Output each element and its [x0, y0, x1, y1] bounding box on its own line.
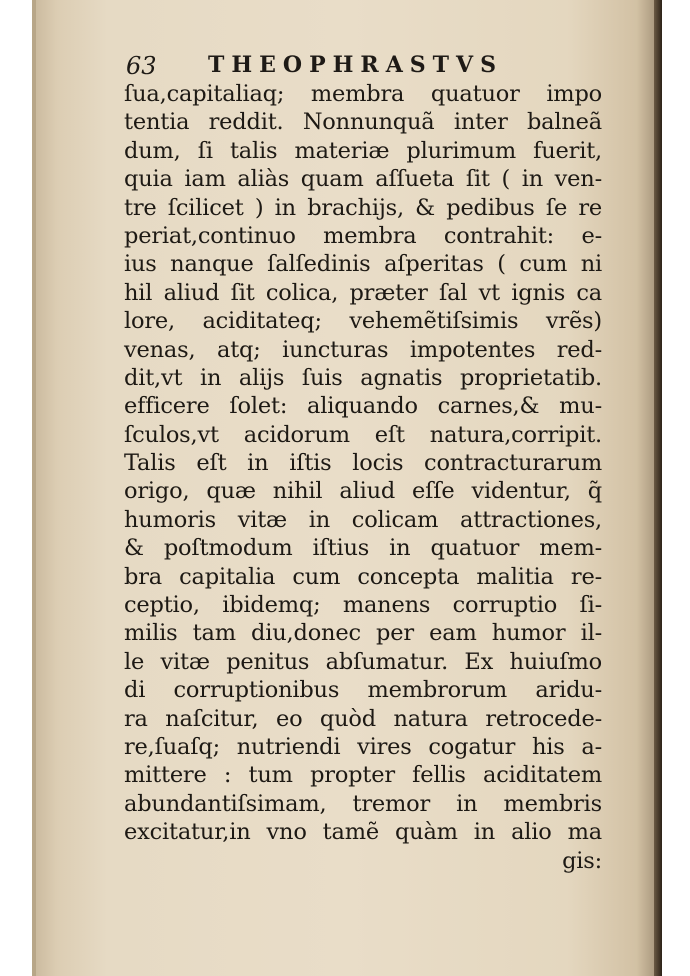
text-line: ius nanque ſalſedinis aſperitas ( cum ni — [124, 251, 602, 278]
page-number: 63 — [126, 52, 157, 80]
text-line: bra capitalia cum concepta malitia re- — [124, 563, 602, 590]
text-line: tentia reddit. Nonnunquã inter balneã — [124, 109, 602, 136]
text-line: ſua,capitaliaq; membra quatuor impo — [124, 81, 602, 107]
text-line: periat,continuo membra contrahit: e- — [124, 222, 602, 249]
text-line: mittere : tum propter fellis aciditatem — [124, 762, 602, 789]
text-line: lore, aciditateq; vehemẽtiſsimis vrẽs) — [124, 308, 602, 335]
text-line: venas, atq; iuncturas impotentes red- — [124, 336, 602, 363]
text-line: ra naſcitur, eo quòd natura retrocede- — [124, 705, 602, 732]
running-head — [126, 52, 546, 82]
text-line: efficere ſolet: aliquando carnes,& mu- — [124, 393, 602, 420]
text-line: ceptio, ibidemq; manens corruptio ſi- — [124, 592, 602, 619]
page-outer-edge — [654, 0, 662, 976]
text-line: quia iam aliàs quam aſſueta ſit ( in ven- — [124, 166, 602, 193]
running-title: THEOPHRASTVS — [208, 52, 503, 78]
text-line: origo, quæ nihil aliud eſſe videntur, q̃ — [124, 478, 602, 505]
text-line: re,ſuaſq; nutriendi vires cogatur his a- — [124, 733, 602, 760]
page-gutter-edge — [32, 0, 36, 976]
body-text — [124, 80, 602, 875]
text-line: humoris vitæ in colicam attractiones, — [124, 506, 602, 533]
text-line: excitatur,in vno tamẽ quàm in alio ma — [124, 819, 602, 846]
catchword-line: gis: — [562, 847, 602, 874]
text-line: dum, ſi talis materiæ plurimum fuerit, — [124, 137, 602, 164]
text-line: ſculos,vt acidorum eſt natura,corripit. — [124, 421, 602, 448]
text-line: milis tam diu,donec per eam humor il- — [124, 620, 602, 647]
text-line: di corruptionibus membrorum aridu- — [124, 677, 602, 704]
text-line: Talis eſt in iſtis locis contracturarum — [124, 450, 602, 477]
text-line: & poſtmodum iſtius in quatuor mem- — [124, 535, 602, 562]
text-line: tre ſcilicet ) in brachijs, & pedibus ſe re — [124, 194, 602, 221]
text-line: hil aliud ſit colica, præter ſal vt ignis ca — [124, 279, 602, 306]
text-line: dit,vt in alijs ſuis agnatis proprietatib. — [124, 364, 602, 391]
text-line: abundantiſsimam, tremor in membris — [124, 790, 602, 817]
text-line: le vitæ penitus abſumatur. Ex huiuſmo — [124, 648, 602, 675]
